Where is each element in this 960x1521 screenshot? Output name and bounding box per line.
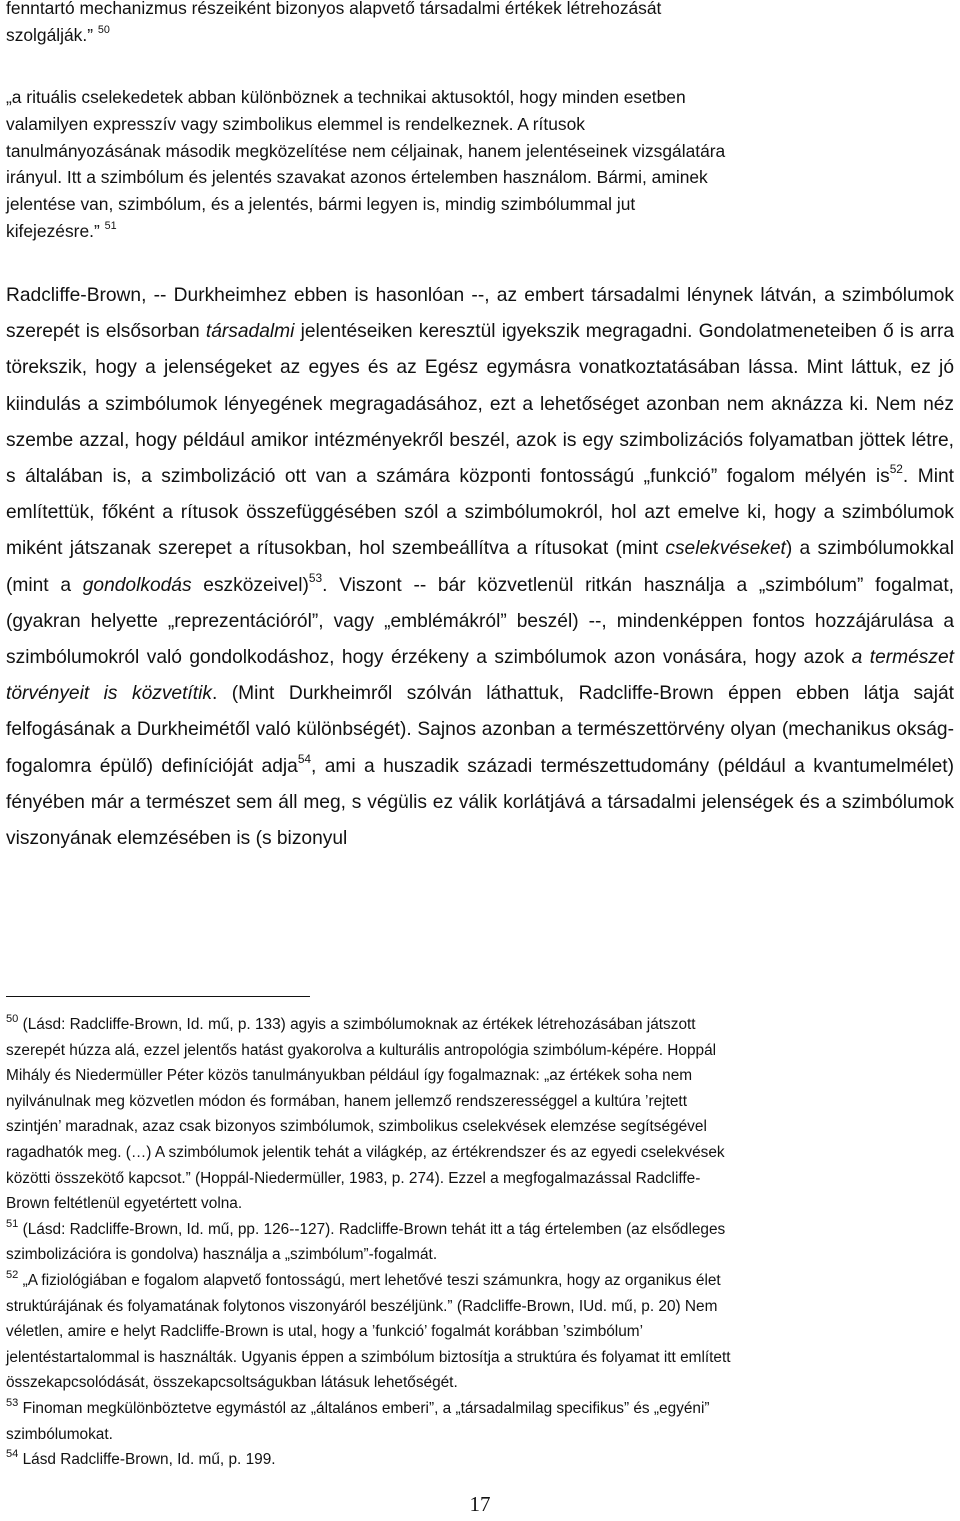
footnote-number: 50 [6,1012,19,1025]
quote-continuation-text: fenntartó mechanizmus részeiként bizonyos alapvető társadalmi értékek létrehozását szolgálják.” [6,0,662,45]
paragraph-text: , ami a huszadik századi természettudomány (például a kvantumelmélet) fényében már a természet sem áll meg, s végülis ez válik korlátjává a társadalmi jelenségek és a szimbólumok viszonyának elemzésében is (s bizonyul [6,755,954,850]
footnote-text: (Lásd: Radcliffe-Brown, Id. mű, p. 133) agyis a szimbólumoknak az értékek létrehozásában játszott szerepét húzza alá, ezzel jelentős hatást gyakorolva a kulturális antropológia szimbólum-képére. Hoppál Mihály és Niedermüller Péter közös tanulmányukban például így fogalmaznak: „az értékek soha nem nyilvánulnak meg közvetlen módon és formában, hanem jellemző rendszerességgel a kultúra ’rejtett szintjén’ maradnak, azaz csak bizonyos szimbólumok, szimbolikus cselekvések elemzése segítségével ragadhatók meg. (…) A szimbólumok jelentik tehát a világkép, az értékrendszer és az egyedi cselekvések közötti összekötő kapcsot.” (Hoppál-Niedermüller, 1983, p. 274). Ezzel a megfogalmazással Radcliffe- Brown feltétlenül egyetértett volna. [6,1016,725,1213]
emphasis: gondolkodás [82,574,192,596]
footnote-53 [6,1396,954,1447]
block-quote [6,84,954,245]
footnote-ref-53[interactable]: 53 [308,571,323,586]
paragraph-text: Radcliffe-Brown, -- Durkheimhez ebben is hasonlóan --, az embert társadalmi lénynek látván, a szimbólumok szerepét is elsősorban [6,285,954,343]
footnote-number: 51 [6,1217,19,1230]
footnote-50 [6,1012,954,1217]
paragraph-text: ) a szimbólumokkal (mint a [6,538,954,596]
footnote-number: 52 [6,1268,19,1281]
emphasis: cselekvéseket [665,538,786,560]
footnote-text: Finoman megkülönböztetve egymástól az „általános emberi”, a „társadalmilag specifikus” és „egyéni” szimbólumokat. [6,1399,710,1443]
footnote-text: (Lásd: Radcliffe-Brown, Id. mű, pp. 126--127). Radcliffe-Brown tehát itt a tág értelemben (az elsődleges szimbolizációra is gondolva) használja a „szimbólum”-fogalmát. [6,1220,726,1264]
footnote-text: Lásd Radcliffe-Brown, Id. mű, p. 199. [18,1451,276,1469]
paragraph-text: jelentéseiken keresztül igyekszik megragadni. Gondolatmeneteiben ő is arra törekszik, hogy a jelenségeket az egyes és az Egész egymásra vonatkoztatásában lássa. Mint láttuk, ez jó kiindulás a szimbólumok lényegének megragadásához, ezt a lehetőséget azonban nem aknázza ki. Nem néz szembe azzal, hogy például amikor intézményekről beszél, azok is egy szimbolizációs folyamatban jöttek létre, s általában is, a szimbolizáció ott van a számára központi fontosságú „funkció” fogalom mélyén is [6,321,955,488]
footnote-text: „A fiziológiában e fogalom alapvető fontosságú, mert lehetővé teszi számunkra, hogy az organikus élet struktúrájának és folyamatának folytonos viszonyáról beszéljünk.” (Radcliffe-Brown, IUd. mű, p. 20) Nem véletlen, amire e helyt Radcliffe-Brown is utal, hogy a ’funkció’ fogalmát korábban ’szimbólum’ jelentéstartalommal is használták. Ugyanis éppen a szimbólum biztosítja a struktúra és folyamat itt említett összekapcsolódását, összekapcsoltságukban látásuk lehetőségét. [6,1271,731,1392]
footnote-ref-51[interactable]: 51 [104,220,117,233]
footnote-number: 54 [6,1447,19,1460]
footnote-separator [6,996,310,997]
paragraph-text: . (Mint Durkheimről szólván láthattuk, Radcliffe-Brown éppen ebben látja saját felfogásának a Durkheimétől való különbségét). Sajnos azonban a természettörvény olyan (mechanikus okság-fogalomra épülő) definícióját adja [6,683,954,777]
emphasis: társadalmi [205,321,295,343]
footnote-54 [6,1447,954,1473]
footnote-ref-50[interactable]: 50 [97,23,110,36]
footnotes [6,1012,954,1473]
footnote-ref-52[interactable]: 52 [889,462,903,477]
footnote-52 [6,1268,954,1396]
emphasis: a természet törvényeit is közvetítik [6,647,954,705]
footnote-ref-54[interactable]: 54 [297,752,312,767]
paragraph-text: . Viszont -- bár közvetlenül ritkán használja a „szimbólum” fogalmat, (gyakran helyette „reprezentációról”, vagy „emblémákról” beszél) --, mindenképpen fontos hozzájárulása a szimbólumokról való gondolkodáshoz, hogy érzékeny a szimbólumok azon vonására, hogy azok [6,574,954,669]
main-paragraph [6,278,954,857]
paragraph-text: eszközeivel) [191,574,309,596]
block-quote-text: „a rituális cselekedetek abban különböznek a technikai aktusoktól, hogy minden esetben valamilyen expresszív vagy szimbolikus elemmel is rendelkeznek. A rítusok tanulmányozásának második megközelítése nem céljainak, hanem jelentéseinek vizsgálatára irányul. Itt a szimbólum és jelentés szavakat azonos értelemben használom. Bármi, aminek jelentése van, szimbólum, és a jelentés, bármi legyen is, mindig szimbólummal jut kifejezésre.” [6,87,726,241]
paragraph-text: . Mint említettük, főként a rítusok összefüggésében szól a szimbólumokról, hol azt emelve ki, hogy a szimbólumok miként játszanak szerepet a rítusokban, hol szembeállítva a rítusokat (mint [6,466,954,560]
quote-continuation [6,0,954,49]
footnote-number: 53 [6,1396,19,1409]
footnote-51 [6,1217,954,1268]
page-number: 17 [469,1492,491,1516]
